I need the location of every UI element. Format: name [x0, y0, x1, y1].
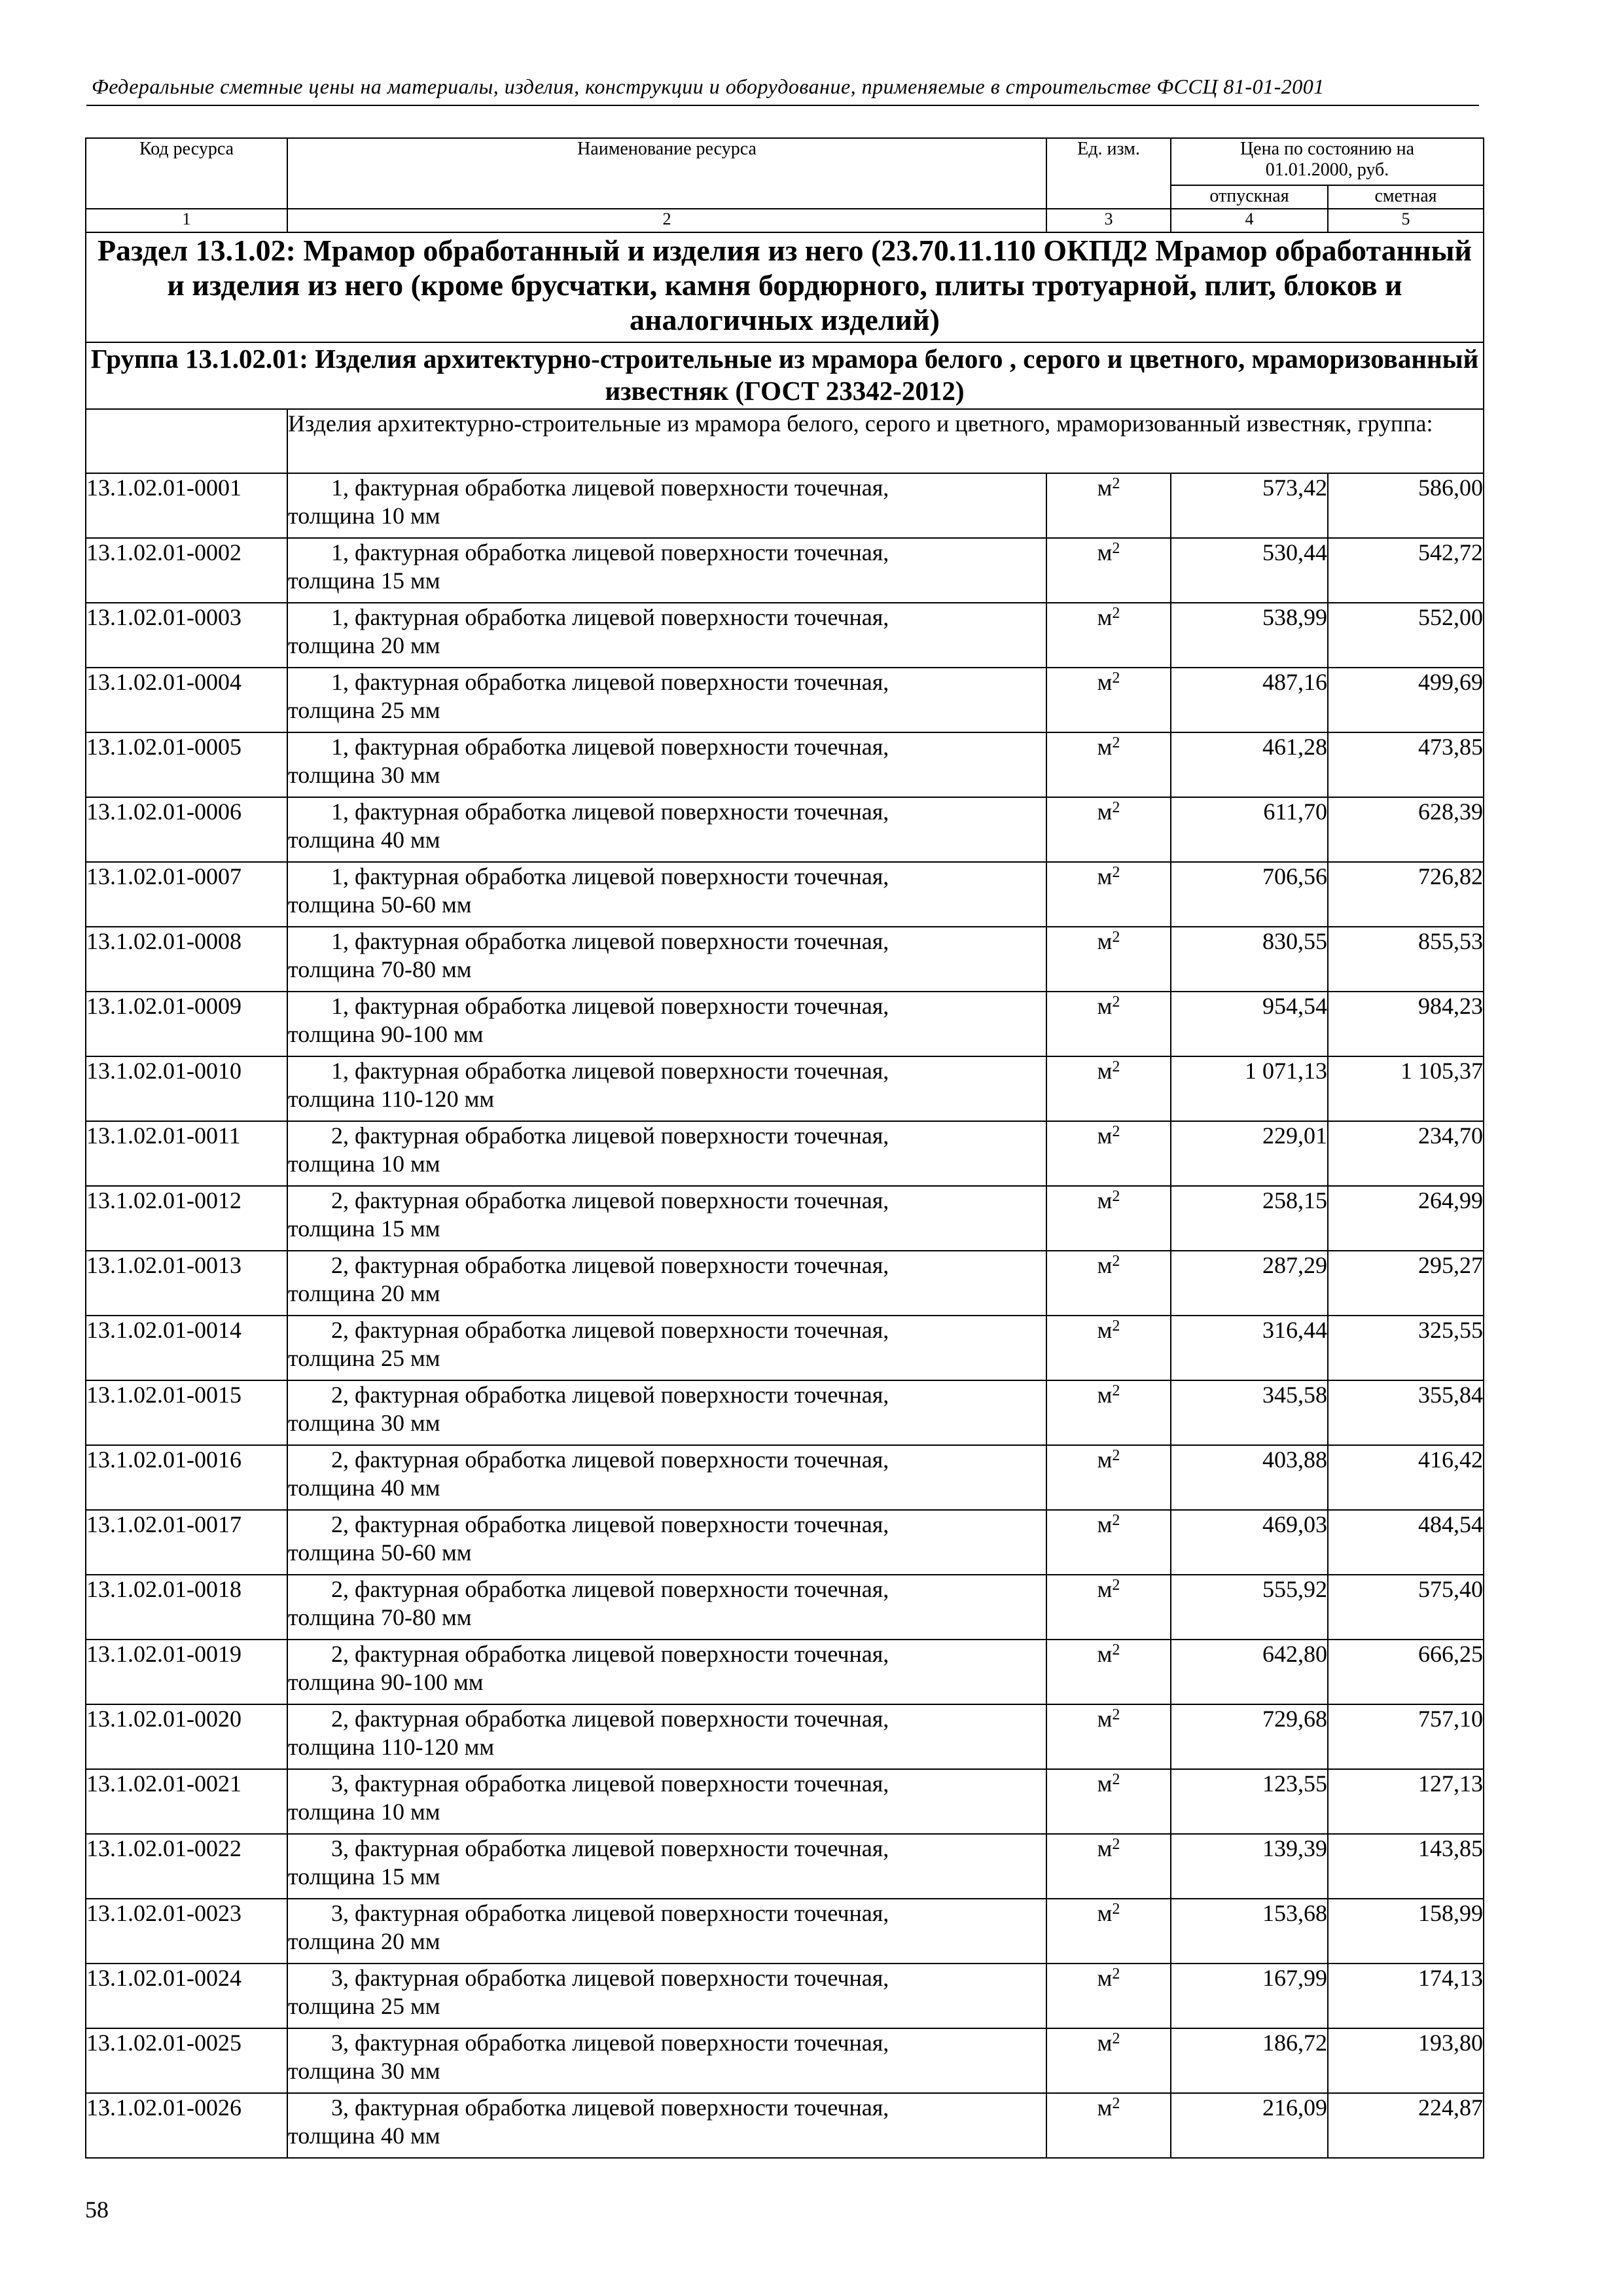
resource-name [287, 1834, 1046, 1899]
unit-base: м [1097, 1058, 1113, 1084]
price-estimate: 666,25 [1328, 1640, 1484, 1704]
resource-name-line2: толщина 50-60 мм [288, 891, 472, 918]
resource-unit [1046, 862, 1171, 927]
unit-base: м [1097, 475, 1113, 501]
price-estimate: 628,39 [1328, 797, 1484, 862]
price-release: 287,29 [1171, 1251, 1328, 1316]
resource-code: 13.1.02.01-0005 [86, 732, 287, 797]
unit-base: м [1097, 1122, 1113, 1149]
resource-name-line1: 2, фактурная обработка лицевой поверхности точечная, [331, 1122, 889, 1149]
price-release: 258,15 [1171, 1186, 1328, 1251]
resource-name-line1: 2, фактурная обработка лицевой поверхности точечная, [331, 1576, 889, 1602]
price-release: 345,58 [1171, 1380, 1328, 1445]
unit-power: 2 [1112, 1836, 1120, 1853]
table-row [86, 1834, 1484, 1899]
unit-power: 2 [1112, 670, 1120, 687]
price-release: 555,92 [1171, 1575, 1328, 1640]
unit-power: 2 [1112, 994, 1120, 1011]
resource-code: 13.1.02.01-0015 [86, 1380, 287, 1445]
table-row [86, 992, 1484, 1056]
unit-base: м [1097, 734, 1113, 760]
price-release: 186,72 [1171, 2028, 1328, 2093]
column-number: 1 [86, 209, 287, 232]
resource-name-line2: толщина 70-80 мм [288, 1604, 472, 1630]
unit-base: м [1097, 1641, 1113, 1667]
price-estimate: 193,80 [1328, 2028, 1484, 2093]
unit-power: 2 [1112, 1447, 1120, 1464]
resource-name-line2: толщина 15 мм [288, 567, 440, 594]
resource-name [287, 992, 1046, 1056]
table-row [86, 732, 1484, 797]
price-release: 642,80 [1171, 1640, 1328, 1704]
table-row [86, 1575, 1484, 1640]
price-estimate: 499,69 [1328, 668, 1484, 732]
resource-name-line1: 1, фактурная обработка лицевой поверхности точечная, [331, 669, 889, 695]
resource-name [287, 1121, 1046, 1186]
unit-power: 2 [1112, 2095, 1120, 2112]
resource-name-line2: толщина 20 мм [288, 1928, 440, 1954]
resource-name-line1: 2, фактурная обработка лицевой поверхности точечная, [331, 1446, 889, 1473]
unit-base: м [1097, 1511, 1113, 1537]
table-row [86, 862, 1484, 927]
resource-name [287, 797, 1046, 862]
resource-code: 13.1.02.01-0004 [86, 668, 287, 732]
unit-power: 2 [1112, 1318, 1120, 1335]
price-release: 153,68 [1171, 1899, 1328, 1964]
group-row [86, 342, 1484, 409]
resource-name-line2: толщина 15 мм [288, 1215, 440, 1242]
price-estimate: 143,85 [1328, 1834, 1484, 1899]
price-estimate: 726,82 [1328, 862, 1484, 927]
unit-base: м [1097, 1317, 1113, 1343]
table-row [86, 1964, 1484, 2028]
price-estimate: 295,27 [1328, 1251, 1484, 1316]
price-release: 573,42 [1171, 473, 1328, 538]
unit-base: м [1097, 928, 1113, 954]
price-estimate: 174,13 [1328, 1964, 1484, 2028]
resource-code: 13.1.02.01-0023 [86, 1899, 287, 1964]
price-estimate: 1 105,37 [1328, 1056, 1484, 1121]
unit-power: 2 [1112, 799, 1120, 816]
table-row [86, 1640, 1484, 1704]
resource-unit [1046, 1186, 1171, 1251]
resource-name [287, 862, 1046, 927]
resource-name-line1: 3, фактурная обработка лицевой поверхности точечная, [331, 2030, 889, 2056]
resource-unit [1046, 927, 1171, 992]
table-row [86, 668, 1484, 732]
unit-power: 2 [1112, 1058, 1120, 1075]
resource-unit [1046, 797, 1171, 862]
unit-power: 2 [1112, 2030, 1120, 2047]
resource-code: 13.1.02.01-0011 [86, 1121, 287, 1186]
unit-base: м [1097, 1382, 1113, 1408]
resource-code: 13.1.02.01-0018 [86, 1575, 287, 1640]
resource-name-line1: 2, фактурная обработка лицевой поверхности точечная, [331, 1252, 889, 1278]
section-row [86, 232, 1484, 342]
price-release: 729,68 [1171, 1704, 1328, 1769]
unit-power: 2 [1112, 475, 1120, 492]
resource-name [287, 2028, 1046, 2093]
unit-power: 2 [1112, 1123, 1120, 1140]
resource-name-line2: толщина 90-100 мм [288, 1669, 484, 1695]
resource-name [287, 538, 1046, 603]
group-intro-text: Изделия архитектурно-строительные из мрамора белого, серого и цветного, мраморизованный известняк, группа: [287, 409, 1484, 473]
resource-name-line1: 1, фактурная обработка лицевой поверхности точечная, [331, 863, 889, 889]
unit-base: м [1097, 1576, 1113, 1602]
unit-base: м [1097, 1900, 1113, 1926]
resource-code: 13.1.02.01-0012 [86, 1186, 287, 1251]
table-row [86, 603, 1484, 668]
resource-name-line2: толщина 25 мм [288, 697, 440, 723]
resource-unit [1046, 538, 1171, 603]
table-row [86, 1704, 1484, 1769]
resource-name-line1: 2, фактурная обработка лицевой поверхности точечная, [331, 1706, 889, 1732]
price-estimate: 224,87 [1328, 2093, 1484, 2158]
resource-code: 13.1.02.01-0007 [86, 862, 287, 927]
price-estimate: 586,00 [1328, 473, 1484, 538]
resource-name [287, 927, 1046, 992]
resource-code: 13.1.02.01-0003 [86, 603, 287, 668]
resource-name [287, 668, 1046, 732]
resource-name-line2: толщина 50-60 мм [288, 1539, 472, 1566]
resource-name-line1: 3, фактурная обработка лицевой поверхности точечная, [331, 1900, 889, 1926]
price-release: 123,55 [1171, 1769, 1328, 1834]
resource-name-line2: толщина 40 мм [288, 827, 440, 853]
resource-name-line1: 1, фактурная обработка лицевой поверхности точечная, [331, 604, 889, 630]
resource-name [287, 1510, 1046, 1575]
resource-name-line2: толщина 10 мм [288, 503, 440, 529]
resource-name-line2: толщина 10 мм [288, 1799, 440, 1825]
table-row [86, 1056, 1484, 1121]
price-release: 706,56 [1171, 862, 1328, 927]
resource-name-line1: 2, фактурная обработка лицевой поверхности точечная, [331, 1187, 889, 1213]
price-release: 167,99 [1171, 1964, 1328, 2028]
price-release: 403,88 [1171, 1445, 1328, 1510]
resource-unit [1046, 603, 1171, 668]
unit-power: 2 [1112, 734, 1120, 751]
price-estimate: 473,85 [1328, 732, 1484, 797]
resource-name-line1: 3, фактурная обработка лицевой поверхности точечная, [331, 1965, 889, 1991]
resource-name-line2: толщина 110-120 мм [288, 1086, 495, 1112]
resource-name [287, 1769, 1046, 1834]
resource-name [287, 1964, 1046, 2028]
resource-code: 13.1.02.01-0010 [86, 1056, 287, 1121]
unit-base: м [1097, 539, 1113, 565]
table-row [86, 1445, 1484, 1510]
resource-unit [1046, 1445, 1171, 1510]
resource-name-line2: толщина 20 мм [288, 1280, 440, 1306]
price-release: 538,99 [1171, 603, 1328, 668]
resource-code: 13.1.02.01-0019 [86, 1640, 287, 1704]
price-estimate: 355,84 [1328, 1380, 1484, 1445]
resource-unit [1046, 1834, 1171, 1899]
unit-power: 2 [1112, 864, 1120, 881]
price-estimate: 416,42 [1328, 1445, 1484, 1510]
resource-name [287, 1899, 1046, 1964]
intro-code-cell [86, 409, 287, 473]
table-row [86, 797, 1484, 862]
resource-unit [1046, 1380, 1171, 1445]
resource-unit [1046, 2028, 1171, 2093]
running-header: Федеральные сметные цены на материалы, изделия, конструкции и оборудование, применяемые в строительстве ФССЦ 81-01-2001 [92, 75, 1325, 98]
price-release: 229,01 [1171, 1121, 1328, 1186]
price-estimate: 575,40 [1328, 1575, 1484, 1640]
table-row [86, 1316, 1484, 1380]
price-release: 487,16 [1171, 668, 1328, 732]
unit-power: 2 [1112, 1641, 1120, 1659]
resource-unit [1046, 1640, 1171, 1704]
price-estimate: 552,00 [1328, 603, 1484, 668]
resource-name [287, 473, 1046, 538]
table-header-row [86, 138, 1484, 185]
resource-code: 13.1.02.01-0009 [86, 992, 287, 1056]
price-release: 1 071,13 [1171, 1056, 1328, 1121]
resource-name-line2: толщина 30 мм [288, 1410, 440, 1436]
resource-name-line2: толщина 30 мм [288, 762, 440, 788]
resource-unit [1046, 1964, 1171, 2028]
resource-unit [1046, 1056, 1171, 1121]
header-name: Наименование ресурса [287, 138, 1046, 209]
price-release: 461,28 [1171, 732, 1328, 797]
resource-unit [1046, 668, 1171, 732]
price-estimate: 234,70 [1328, 1121, 1484, 1186]
resource-name [287, 1316, 1046, 1380]
section-title: Раздел 13.1.02: Мрамор обработанный и изделия из него (23.70.11.110 ОКПД2 Мрамор обработанный и изделия из него (кроме брусчатки, камня бордюрного, плиты тротуарной, плит, блоков и аналогичных изделий) [86, 232, 1484, 342]
unit-base: м [1097, 1252, 1113, 1278]
group-intro-row [86, 409, 1484, 473]
resource-name [287, 603, 1046, 668]
table-row [86, 1510, 1484, 1575]
unit-base: м [1097, 798, 1113, 825]
resource-name-line1: 2, фактурная обработка лицевой поверхности точечная, [331, 1382, 889, 1408]
unit-power: 2 [1112, 1512, 1120, 1529]
header-code: Код ресурса [86, 138, 287, 209]
price-table [85, 137, 1484, 2159]
resource-unit [1046, 732, 1171, 797]
resource-name [287, 1445, 1046, 1510]
unit-power: 2 [1112, 1965, 1120, 1982]
resource-name-line1: 1, фактурная обработка лицевой поверхности точечная, [331, 734, 889, 760]
price-release: 611,70 [1171, 797, 1328, 862]
unit-base: м [1097, 604, 1113, 630]
price-release: 830,55 [1171, 927, 1328, 992]
resource-code: 13.1.02.01-0022 [86, 1834, 287, 1899]
unit-base: м [1097, 1446, 1113, 1473]
resource-code: 13.1.02.01-0017 [86, 1510, 287, 1575]
resource-unit [1046, 1575, 1171, 1640]
price-estimate: 855,53 [1328, 927, 1484, 992]
resource-name-line2: толщина 40 мм [288, 1475, 440, 1501]
column-number: 4 [1171, 209, 1328, 232]
column-number: 3 [1046, 209, 1171, 232]
unit-power: 2 [1112, 1253, 1120, 1270]
resource-name [287, 1186, 1046, 1251]
resource-name-line2: толщина 40 мм [288, 2123, 440, 2149]
price-release: 216,09 [1171, 2093, 1328, 2158]
resource-name-line2: толщина 20 мм [288, 632, 440, 658]
table-row [86, 1899, 1484, 1964]
price-estimate: 984,23 [1328, 992, 1484, 1056]
resource-name-line1: 1, фактурная обработка лицевой поверхности точечная, [331, 993, 889, 1019]
resource-code: 13.1.02.01-0014 [86, 1316, 287, 1380]
resource-name-line2: толщина 110-120 мм [288, 1734, 495, 1760]
table-row [86, 2093, 1484, 2158]
unit-base: м [1097, 1770, 1113, 1797]
resource-code: 13.1.02.01-0001 [86, 473, 287, 538]
resource-code: 13.1.02.01-0024 [86, 1964, 287, 2028]
resource-name [287, 1704, 1046, 1769]
column-number-row [86, 209, 1484, 232]
resource-code: 13.1.02.01-0025 [86, 2028, 287, 2093]
table-row [86, 2028, 1484, 2093]
resource-name-line1: 2, фактурная обработка лицевой поверхности точечная, [331, 1317, 889, 1343]
resource-name-line1: 1, фактурная обработка лицевой поверхности точечная, [331, 539, 889, 565]
column-number: 2 [287, 209, 1046, 232]
table-row [86, 1121, 1484, 1186]
resource-name-line1: 2, фактурная обработка лицевой поверхности точечная, [331, 1511, 889, 1537]
unit-base: м [1097, 863, 1113, 889]
price-release: 530,44 [1171, 538, 1328, 603]
resource-name-line2: толщина 10 мм [288, 1151, 440, 1177]
price-estimate: 325,55 [1328, 1316, 1484, 1380]
table-row [86, 927, 1484, 992]
resource-unit [1046, 1769, 1171, 1834]
resource-name-line1: 3, фактурная обработка лицевой поверхности точечная, [331, 1770, 889, 1797]
resource-code: 13.1.02.01-0026 [86, 2093, 287, 2158]
resource-name-line1: 1, фактурная обработка лицевой поверхности точечная, [331, 928, 889, 954]
unit-power: 2 [1112, 929, 1120, 946]
resource-name [287, 2093, 1046, 2158]
price-estimate: 757,10 [1328, 1704, 1484, 1769]
resource-name-line1: 1, фактурная обработка лицевой поверхности точечная, [331, 1058, 889, 1084]
price-estimate: 158,99 [1328, 1899, 1484, 1964]
unit-base: м [1097, 1187, 1113, 1213]
price-estimate: 127,13 [1328, 1769, 1484, 1834]
resource-name-line1: 2, фактурная обработка лицевой поверхности точечная, [331, 1641, 889, 1667]
table-row [86, 1251, 1484, 1316]
unit-power: 2 [1112, 605, 1120, 622]
resource-unit [1046, 1251, 1171, 1316]
header-price-estimate: сметная [1328, 185, 1484, 209]
resource-name [287, 1640, 1046, 1704]
resource-code: 13.1.02.01-0008 [86, 927, 287, 992]
resource-name-line2: толщина 70-80 мм [288, 956, 472, 982]
unit-base: м [1097, 1835, 1113, 1861]
resource-name-line1: 1, фактурная обработка лицевой поверхности точечная, [331, 798, 889, 825]
group-title: Группа 13.1.02.01: Изделия архитектурно-строительные из мрамора белого , серого и цветного, мраморизованный известняк (ГОСТ 23342-2012) [86, 342, 1484, 409]
table-row [86, 1769, 1484, 1834]
table-row [86, 538, 1484, 603]
resource-unit [1046, 992, 1171, 1056]
price-estimate: 542,72 [1328, 538, 1484, 603]
price-release: 469,03 [1171, 1510, 1328, 1575]
column-number: 5 [1328, 209, 1484, 232]
price-release: 954,54 [1171, 992, 1328, 1056]
unit-power: 2 [1112, 1901, 1120, 1918]
resource-code: 13.1.02.01-0021 [86, 1769, 287, 1834]
resource-name [287, 1251, 1046, 1316]
resource-code: 13.1.02.01-0013 [86, 1251, 287, 1316]
resource-name [287, 732, 1046, 797]
page-number: 58 [85, 2197, 109, 2223]
header-rule [86, 105, 1479, 106]
price-release: 316,44 [1171, 1316, 1328, 1380]
unit-base: м [1097, 2094, 1113, 2121]
header-price: Цена по состоянию на 01.01.2000, руб. [1171, 138, 1484, 185]
unit-power: 2 [1112, 1771, 1120, 1788]
resource-name-line2: толщина 15 мм [288, 1863, 440, 1890]
resource-name-line1: 3, фактурная обработка лицевой поверхности точечная, [331, 1835, 889, 1861]
resource-name-line1: 3, фактурная обработка лицевой поверхности точечная, [331, 2094, 889, 2121]
unit-base: м [1097, 1706, 1113, 1732]
resource-unit [1046, 1704, 1171, 1769]
unit-power: 2 [1112, 1706, 1120, 1723]
resource-name-line2: толщина 25 мм [288, 1345, 440, 1371]
header-price-release: отпускная [1171, 185, 1328, 209]
resource-code: 13.1.02.01-0016 [86, 1445, 287, 1510]
unit-power: 2 [1112, 1188, 1120, 1205]
table-row [86, 1186, 1484, 1251]
resource-code: 13.1.02.01-0006 [86, 797, 287, 862]
resource-unit [1046, 1316, 1171, 1380]
unit-base: м [1097, 1965, 1113, 1991]
resource-unit [1046, 2093, 1171, 2158]
resource-name-line2: толщина 25 мм [288, 1993, 440, 2019]
price-estimate: 264,99 [1328, 1186, 1484, 1251]
unit-power: 2 [1112, 540, 1120, 557]
resource-name [287, 1380, 1046, 1445]
unit-power: 2 [1112, 1577, 1120, 1594]
resource-unit [1046, 1510, 1171, 1575]
resource-name-line2: толщина 30 мм [288, 2058, 440, 2084]
header-unit: Ед. изм. [1046, 138, 1171, 209]
price-release: 139,39 [1171, 1834, 1328, 1899]
resource-name-line1: 1, фактурная обработка лицевой поверхности точечная, [331, 475, 889, 501]
resource-name-line2: толщина 90-100 мм [288, 1021, 484, 1047]
unit-power: 2 [1112, 1382, 1120, 1399]
resource-unit [1046, 1899, 1171, 1964]
unit-base: м [1097, 669, 1113, 695]
unit-base: м [1097, 2030, 1113, 2056]
table-row [86, 473, 1484, 538]
resource-name [287, 1056, 1046, 1121]
price-estimate: 484,54 [1328, 1510, 1484, 1575]
table-row [86, 1380, 1484, 1445]
resource-code: 13.1.02.01-0002 [86, 538, 287, 603]
resource-name [287, 1575, 1046, 1640]
resource-unit [1046, 473, 1171, 538]
resource-code: 13.1.02.01-0020 [86, 1704, 287, 1769]
resource-unit [1046, 1121, 1171, 1186]
unit-base: м [1097, 993, 1113, 1019]
